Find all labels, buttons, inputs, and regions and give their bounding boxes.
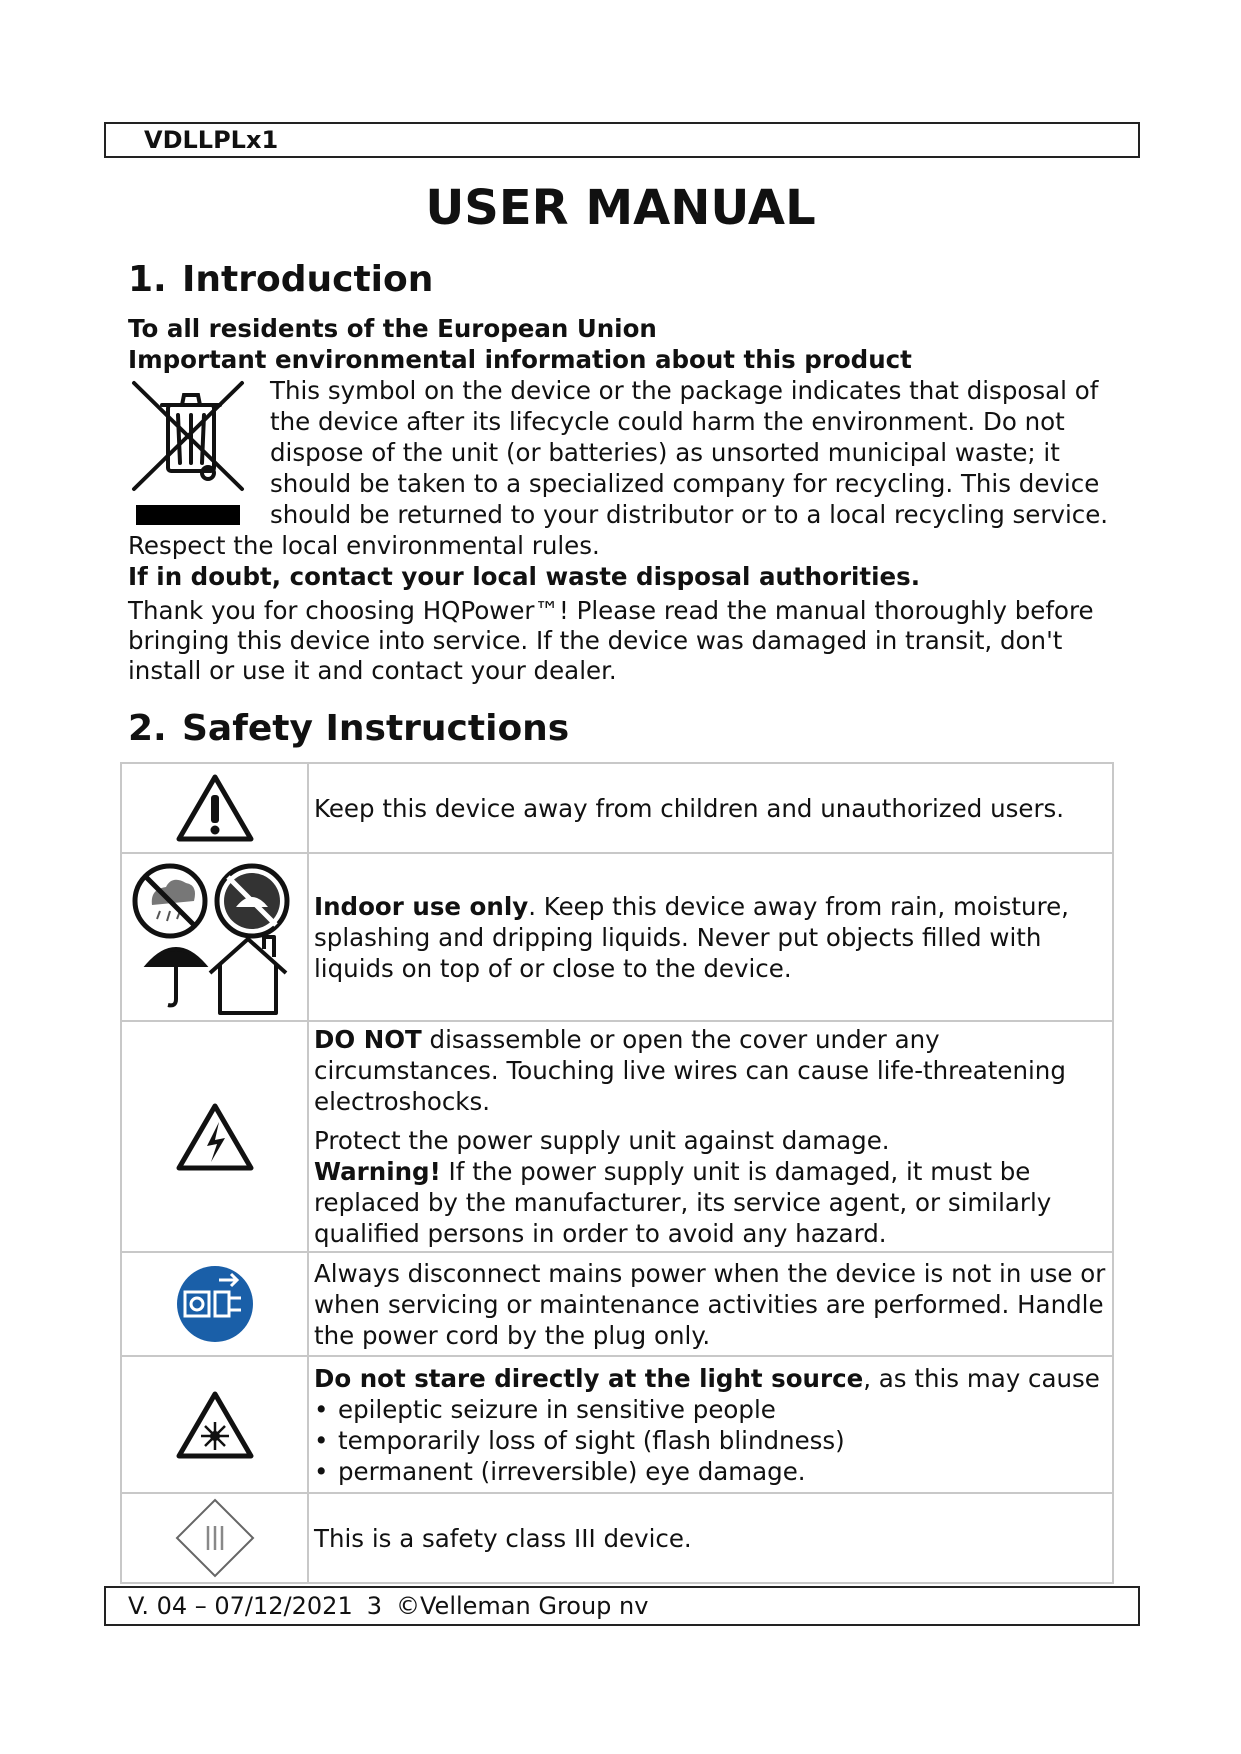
thanks-paragraph: Thank you for choosing HQPower™! Please read the manual thoroughly before bringing this device into service. If the device was damaged in transit, don't install or use it and contact your dealer. bbox=[128, 596, 1094, 685]
children-warning-text: Keep this device away from children and unauthorized users. bbox=[308, 763, 1113, 853]
environmental-info-line: Important environmental information about this product bbox=[128, 345, 912, 374]
weee-bin-icon bbox=[126, 377, 256, 527]
section-1-title: Introduction bbox=[182, 259, 434, 300]
no-splash-icon bbox=[217, 866, 287, 936]
warning-triangle-icon bbox=[121, 763, 308, 853]
eu-residents-line: To all residents of the European Union bbox=[128, 314, 657, 343]
no-rain-icon bbox=[135, 866, 205, 936]
disconnect-mains-text: Always disconnect mains power when the device is not in use or when servicing or maintenance activities are performed. Handle the power cord by the plug only. bbox=[308, 1252, 1113, 1356]
introduction-section bbox=[128, 313, 1128, 686]
bullet-text: permanent (irreversible) eye damage. bbox=[338, 1456, 806, 1486]
disconnect-mains-icon bbox=[121, 1252, 308, 1356]
section-2-number: 2. bbox=[128, 708, 167, 749]
safety-instructions-table bbox=[120, 762, 1114, 1584]
light-hazard-text bbox=[308, 1356, 1113, 1493]
waste-authorities-line: If in doubt, contact your local waste disposal authorities. bbox=[128, 562, 921, 591]
section-2-title: Safety Instructions bbox=[182, 708, 570, 749]
power-supply-warning-paragraph bbox=[314, 1156, 1108, 1249]
do-not-bold: DO NOT bbox=[314, 1025, 422, 1054]
light-hazard-intro bbox=[314, 1363, 1108, 1394]
light-hazard-icon bbox=[121, 1356, 308, 1493]
electric-shock-text bbox=[308, 1021, 1113, 1252]
section-1-number: 1. bbox=[128, 259, 167, 300]
electric-shock-icon bbox=[121, 1021, 308, 1252]
umbrella-icon bbox=[148, 949, 204, 1005]
bullet-text: temporarily loss of sight (flash blindness) bbox=[338, 1425, 845, 1455]
footer-copyright: ©Velleman Group nv bbox=[396, 1592, 649, 1620]
indoor-use-bold: Indoor use only bbox=[314, 891, 529, 921]
section-1-heading bbox=[128, 258, 433, 302]
header-model-box bbox=[104, 122, 1140, 158]
disposal-text: This symbol on the device or the package indicates that disposal of the device after its lifecycle could harm the environment. Do not dispose of the unit (or batteries) as unsorted municipal waste; it should be taken to a specialized company for recycling. This device should be returned to your distributor or to a local recycling service. Respect the local environmental rules. bbox=[128, 376, 1109, 560]
footer-page-number: 3 bbox=[366, 1592, 382, 1620]
indoor-use-detail: . Keep this device away from rain, moisture, splashing and dripping liquids. Never put objects filled with liquids on top of or close to the device. bbox=[314, 891, 1069, 983]
house-icon bbox=[210, 937, 286, 1013]
bullet-text: epileptic seizure in sensitive people bbox=[338, 1394, 776, 1424]
disposal-paragraph bbox=[128, 375, 1128, 561]
power-supply-warning-text: If the power supply unit is damaged, it must be replaced by the manufacturer, its service agent, or similarly qualified persons in order to avoid any hazard. bbox=[314, 1157, 1052, 1248]
safety-class-text: This is a safety class III device. bbox=[308, 1493, 1113, 1583]
list-item: • epileptic seizure in sensitive people bbox=[314, 1394, 776, 1424]
safety-row-indoor bbox=[121, 853, 1113, 1021]
safety-row-children bbox=[121, 763, 1113, 853]
power-supply-protect-line: Protect the power supply unit against damage. bbox=[314, 1126, 890, 1155]
safety-class-iii-icon bbox=[121, 1493, 308, 1583]
indoor-use-text bbox=[308, 853, 1113, 1021]
page-title: USER MANUAL bbox=[425, 180, 816, 236]
do-not-open-paragraph bbox=[314, 1024, 1108, 1117]
do-not-open-text: disassemble or open the cover under any circumstances. Touching live wires can cause life-threatening electroshocks. bbox=[314, 1025, 1066, 1116]
list-item: • permanent (irreversible) eye damage. bbox=[314, 1456, 806, 1486]
warning-bold: Warning! bbox=[314, 1157, 441, 1186]
safety-row-class3 bbox=[121, 1493, 1113, 1583]
footer-version: V. 04 – 07/12/2021 bbox=[128, 1592, 353, 1620]
section-2-heading bbox=[128, 707, 569, 751]
safety-row-electric bbox=[121, 1021, 1113, 1252]
safety-row-disconnect bbox=[121, 1252, 1113, 1356]
light-hazard-cause: , as this may cause bbox=[863, 1363, 1100, 1393]
light-hazard-bold: Do not stare directly at the light source bbox=[314, 1363, 864, 1393]
list-item: • temporarily loss of sight (flash blindness) bbox=[314, 1425, 845, 1455]
footer-box bbox=[104, 1586, 1140, 1626]
indoor-use-icons bbox=[121, 853, 308, 1021]
model-code: VDLLPLx1 bbox=[144, 126, 279, 154]
safety-row-light bbox=[121, 1356, 1113, 1493]
